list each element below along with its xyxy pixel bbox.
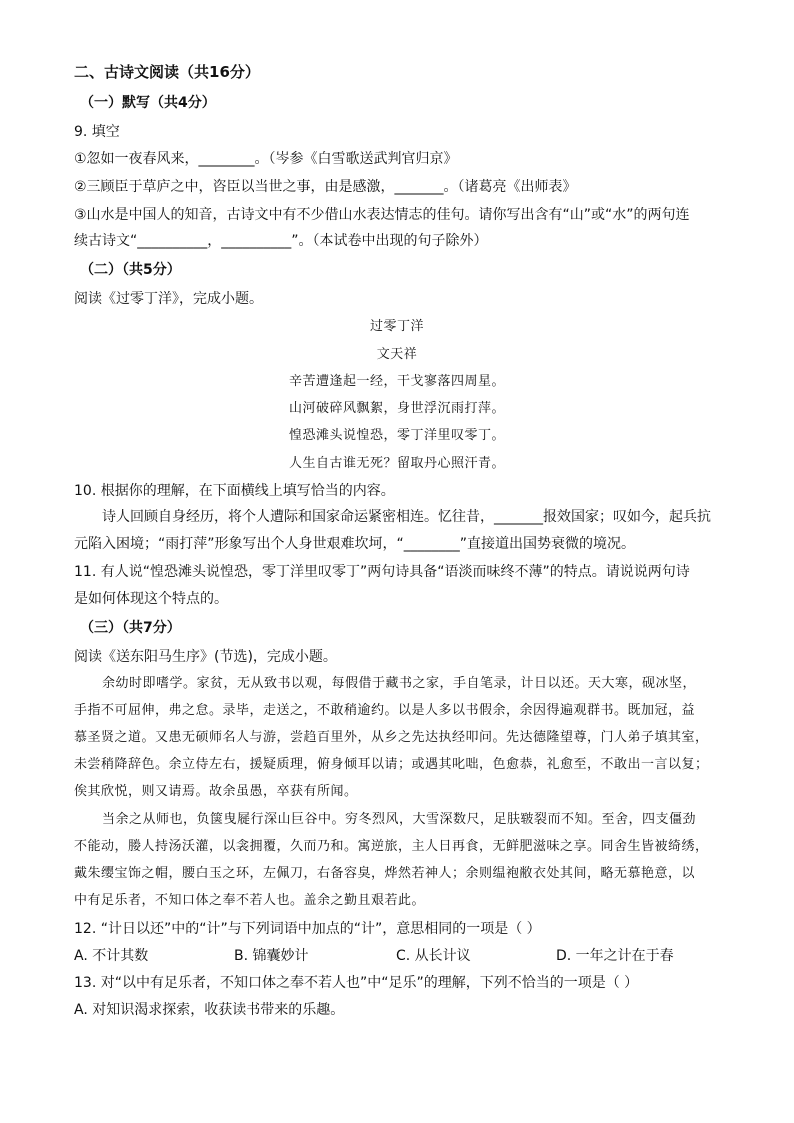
q11-line-1: 11. 有人说“惶恐滩头说惶恐，零丁洋里叹零丁”两句诗具备“语淡而味终不薄”的特点。请说说两句诗 xyxy=(74,564,690,580)
part2-intro: 阅读《过零丁洋》，完成小题。 xyxy=(74,291,263,307)
part3-heading: （三）（共7分） xyxy=(80,620,181,636)
poem-title: 过零丁洋 xyxy=(369,319,424,334)
q12-option-d: D. 一年之计在于春 xyxy=(556,948,674,964)
q9-line-1: ①忽如一夜春风来，________。（岑参《白雪歌送武判官归京》 xyxy=(74,151,458,167)
passage-p1-line-4: 未尝稍降辞色。余立侍左右，援疑质理，俯身倾耳以请；或遇其叱咄，色愈恭，礼愈至，不敢出一言以复； xyxy=(74,757,709,772)
q9-line-3b: 续古诗文“__________，__________”。（本试卷中出现的句子除外） xyxy=(74,233,488,249)
q12-option-b: B. 锦囊妙计 xyxy=(234,948,309,964)
passage-p1-line-2: 手指不可屈伸，弗之怠。录毕，走送之，不敢稍逾约。以是人多以书假余，余因得遍观群书。既加冠，益 xyxy=(74,703,696,718)
passage-p2-line-4: 中有足乐者，不知口体之奉不若人也。盖余之勤且艰若此。 xyxy=(74,893,426,908)
q9-line-2: ②三顾臣于草庐之中，咨臣以当世之事，由是感激，_______。（诸葛亮《出师表》 xyxy=(74,179,577,195)
poem-line-1: 辛苦遭逢起一经，干戈寥落四周星。 xyxy=(288,374,505,389)
q12-option-c: C. 从长计议 xyxy=(396,948,471,964)
q12-title: 12. “计日以还”中的“计”与下列词语中加点的“计”，意思相同的一项是（ ） xyxy=(74,921,541,937)
q10-line-1: 诗人回顾自身经历，将个人遭际和国家命运紧密相连。忆往昔，_______报效国家；叹如今，起兵抗 xyxy=(102,509,711,525)
q10-line-2: 元陷入困境；“雨打萍”形象写出个人身世艰难坎坷，“________”直接道出国势衰微的境况。 xyxy=(74,536,636,552)
section-heading: 二、古诗文阅读（共16分） xyxy=(74,63,260,81)
q13-option-a: A. 对知识渴求探索，收获读书带来的乐趣。 xyxy=(74,1002,345,1018)
poem-line-2: 山河破碎风飘絮，身世浮沉雨打萍。 xyxy=(288,401,505,416)
poem-line-4: 人生自古谁无死？留取丹心照汗青。 xyxy=(288,456,505,471)
poem-author: 文天祥 xyxy=(376,347,418,362)
passage-p2-line-2: 不能动，媵人持汤沃灌，以衾拥覆，久而乃和。寓逆旅，主人日再食，无鲜肥滋味之享。同舍生皆被绮绣， xyxy=(74,839,709,854)
q9-line-3a: ③山水是中国人的知音，古诗文中有不少借山水表达情志的佳句。请你写出含有“山”或“水”的两句连 xyxy=(74,207,690,223)
q9-title: 9. 填空 xyxy=(74,124,120,140)
passage-p1-line-5: 俟其欣悦，则又请焉。故余虽愚，卒获有所闻。 xyxy=(74,784,358,799)
part1-heading: （一）默写（共4分） xyxy=(80,95,216,111)
passage-p2-line-3: 戴朱缨宝饰之帽，腰白玉之环，左佩刀，右备容臭，烨然若神人；余则缊袍敝衣处其间，略无慕艳意，以 xyxy=(74,866,696,881)
part2-heading: （二）（共5分） xyxy=(80,262,181,278)
q12-option-a: A. 不计其数 xyxy=(74,948,149,964)
part3-intro: 阅读《送东阳马生序》(节选)，完成小题。 xyxy=(74,649,337,665)
q10-title: 10. 根据你的理解，在下面横线上填写恰当的内容。 xyxy=(74,483,395,499)
passage-p1-line-3: 慕圣贤之道。又患无硕师名人与游，尝趋百里外，从乡之先达执经叩问。先达德隆望尊，门人弟子填其室， xyxy=(74,730,709,745)
passage-p2-line-1: 当余之从师也，负箧曳屣行深山巨谷中。穷冬烈风，大雪深数尺，足肤皲裂而不知。至舍，四支僵劲 xyxy=(102,812,697,827)
passage-p1-line-1: 余幼时即嗜学。家贫，无从致书以观，每假借于藏书之家，手自笔录，计日以还。天大寒，砚冰坚， xyxy=(102,676,697,691)
q13-title: 13. 对“以中有足乐者，不知口体之奉不若人也”中“足乐”的理解，下列不恰当的一项是（ ） xyxy=(74,975,639,991)
q11-line-2: 是如何体现这个特点的。 xyxy=(74,591,228,607)
poem-line-3: 惶恐滩头说惶恐，零丁洋里叹零丁。 xyxy=(288,428,505,443)
